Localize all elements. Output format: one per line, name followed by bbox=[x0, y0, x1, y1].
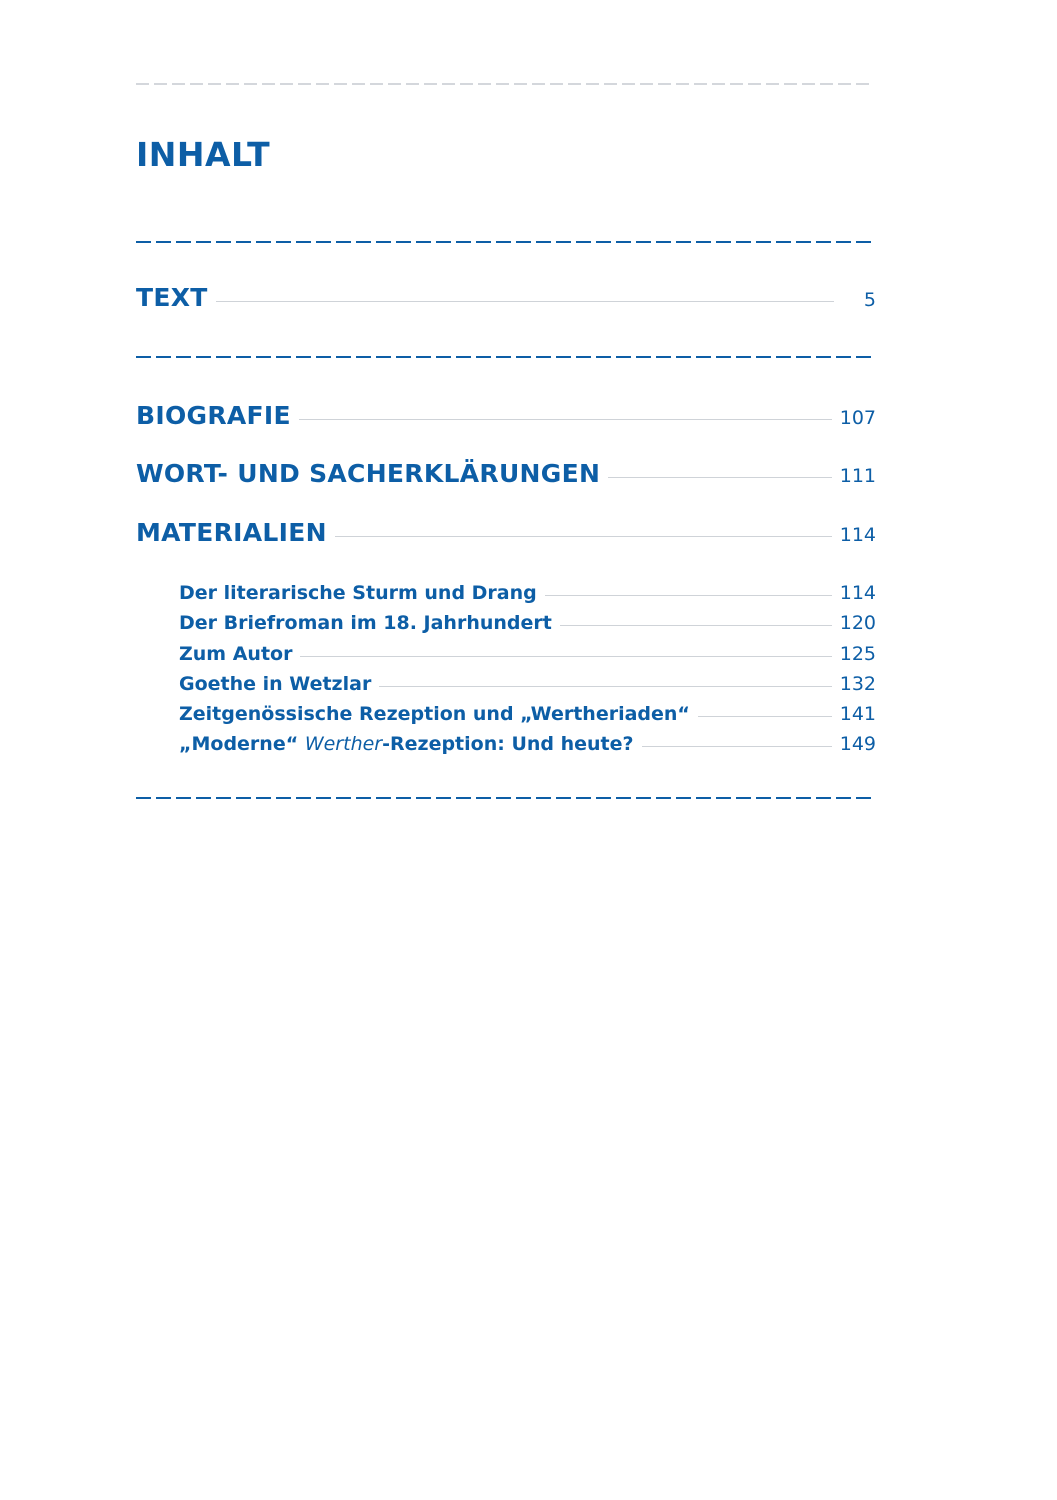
toc-subentry-label: Der literarische Sturm und Drang bbox=[179, 582, 537, 604]
toc-subentry[interactable] bbox=[179, 582, 876, 604]
toc-leader-line bbox=[379, 686, 831, 687]
section-divider bbox=[136, 241, 872, 243]
toc-subentry-label: Goethe in Wetzlar bbox=[179, 673, 372, 695]
toc-entry-biografie[interactable] bbox=[136, 401, 876, 430]
page-title: INHALT bbox=[136, 135, 271, 174]
section-divider bbox=[136, 356, 872, 358]
toc-entry-label: TEXT bbox=[136, 283, 208, 312]
toc-page-number: 132 bbox=[839, 673, 876, 695]
toc-page-number: 114 bbox=[839, 524, 876, 546]
toc-entry-label: MATERIALIEN bbox=[136, 518, 327, 547]
toc-entry-wort-und-sacherklaerungen[interactable] bbox=[136, 459, 876, 488]
toc-subentry-label: Der Briefroman im 18. Jahrhundert bbox=[179, 612, 552, 634]
toc-page-number: 149 bbox=[839, 733, 876, 755]
toc-leader-line bbox=[216, 301, 834, 302]
toc-page-number: 114 bbox=[839, 582, 876, 604]
toc-subentry-label-part: -Rezeption: Und heute? bbox=[382, 733, 634, 755]
toc-subentry-label-italic: Werther bbox=[304, 733, 383, 755]
toc-page-number: 120 bbox=[839, 612, 876, 634]
toc-page-number: 5 bbox=[863, 289, 876, 311]
toc-entry-text[interactable] bbox=[136, 283, 876, 312]
toc-entry-label: BIOGRAFIE bbox=[136, 401, 291, 430]
toc-subentry[interactable] bbox=[179, 733, 876, 755]
toc-leader-line bbox=[545, 595, 832, 596]
toc-subentry-label-part: „Moderne“ bbox=[179, 733, 305, 755]
toc-leader-line bbox=[560, 625, 832, 626]
top-dashed-rule bbox=[136, 83, 872, 85]
toc-leader-line bbox=[335, 536, 832, 537]
toc-leader-line bbox=[608, 477, 832, 478]
toc-subentry[interactable] bbox=[179, 612, 876, 634]
toc-page-number: 107 bbox=[839, 407, 876, 429]
toc-page-number: 141 bbox=[839, 703, 876, 725]
toc-subentry[interactable] bbox=[179, 643, 876, 665]
toc-leader-line bbox=[300, 656, 831, 657]
toc-subentry-label: Zum Autor bbox=[179, 643, 293, 665]
toc-leader-line bbox=[299, 419, 832, 420]
toc-subentry[interactable] bbox=[179, 703, 876, 725]
toc-subentry-label: Zeitgenössische Rezeption und „Wertheriaden“ bbox=[179, 703, 690, 725]
toc-subentry-label bbox=[179, 733, 634, 755]
toc-entry-label: WORT- UND SACHERKLÄRUNGEN bbox=[136, 459, 601, 488]
toc-leader-line bbox=[698, 716, 832, 717]
toc-entry-materialien[interactable] bbox=[136, 518, 876, 547]
toc-leader-line bbox=[642, 746, 832, 747]
toc-page-number: 125 bbox=[839, 643, 876, 665]
toc-subentry[interactable] bbox=[179, 673, 876, 695]
section-divider bbox=[136, 797, 872, 799]
toc-page-number: 111 bbox=[839, 465, 876, 487]
